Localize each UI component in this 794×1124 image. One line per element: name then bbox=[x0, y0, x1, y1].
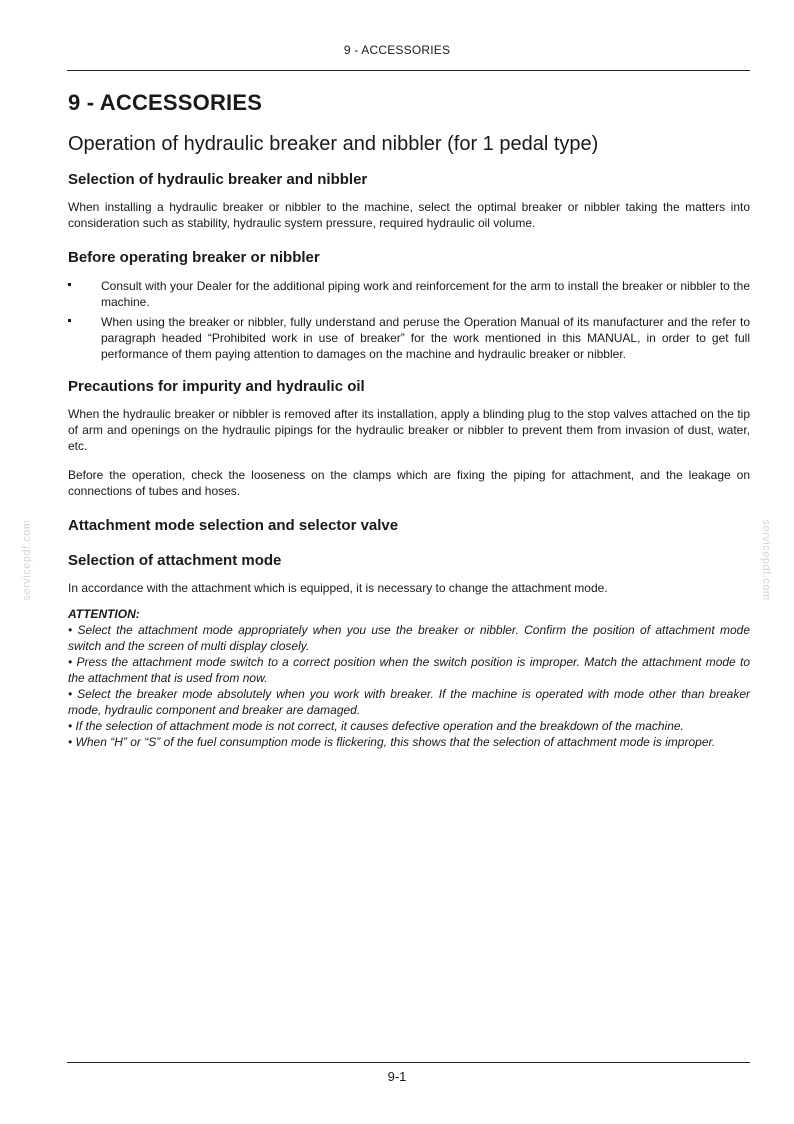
page-title: 9 - ACCESSORIES bbox=[68, 90, 263, 115]
list-item bbox=[68, 278, 750, 310]
bullet-icon bbox=[68, 319, 71, 322]
section-heading-attachment-mode: Attachment mode selection and selector valve bbox=[68, 517, 399, 534]
list-item-text: When using the breaker or nibbler, fully understand and peruse the Operation Manual of its manufacturer and the refer to paragraph headed “Prohibited work in use of breaker” for the work mentioned in this MANUAL, in order to get full performance of them paying attention to damages on the machine and hydraulic breaker or nibbler. bbox=[101, 315, 750, 361]
watermark-right: servicepdf.com bbox=[760, 519, 772, 601]
attention-item: • Select the breaker mode absolutely when you work with breaker. If the machine is operated with mode other than breaker mode, hydraulic component and breaker are damaged. bbox=[68, 687, 750, 717]
footer-divider bbox=[67, 1062, 750, 1063]
section-paragraph: In accordance with the attachment which is equipped, it is necessary to change the attachment mode. bbox=[68, 581, 608, 595]
attention-item: • If the selection of attachment mode is not correct, it causes defective operation and the breakdown of the machine. bbox=[68, 719, 684, 733]
page-subtitle: Operation of hydraulic breaker and nibbler (for 1 pedal type) bbox=[68, 133, 599, 155]
header-divider bbox=[67, 70, 750, 71]
running-header: 9 - ACCESSORIES bbox=[343, 43, 451, 57]
section-heading-before-operating: Before operating breaker or nibbler bbox=[68, 249, 320, 266]
section-paragraph: Before the operation, check the looseness on the clamps which are fixing the piping for attachment, and the leakage on connections of tubes and hoses. bbox=[68, 468, 750, 498]
list-item-text: Consult with your Dealer for the additional piping work and reinforcement for the arm to install the breaker or nibbler to the machine. bbox=[101, 279, 750, 309]
bullet-icon bbox=[68, 283, 71, 286]
attention-item: • Press the attachment mode switch to a correct position when the switch position is improper. Match the attachment mode to the attachment that is used from now. bbox=[68, 655, 750, 685]
section-heading-precautions: Precautions for impurity and hydraulic oil bbox=[68, 378, 365, 395]
list-item bbox=[68, 314, 750, 362]
section-heading-selection: Selection of hydraulic breaker and nibbler bbox=[68, 171, 368, 188]
page-content bbox=[68, 88, 750, 750]
bullet-list bbox=[68, 278, 750, 362]
section-paragraph: When installing a hydraulic breaker or nibbler to the machine, select the optimal breaker or nibbler taking the matters into consideration such as stability, hydraulic system pressure, required hydraulic oil volume. bbox=[68, 200, 750, 230]
attention-item: • Select the attachment mode appropriately when you use the breaker or nibbler. Confirm the position of attachment mode switch and the screen of multi display closely. bbox=[68, 623, 750, 653]
attention-title: ATTENTION: bbox=[68, 607, 140, 621]
watermark-left: servicepdf.com bbox=[21, 519, 33, 601]
attention-item: • When “H” or “S” of the fuel consumption mode is flickering, this shows that the selection of attachment mode is improper. bbox=[68, 735, 716, 749]
section-heading-selection-attachment-mode: Selection of attachment mode bbox=[68, 552, 282, 569]
section-paragraph: When the hydraulic breaker or nibbler is removed after its installation, apply a blinding plug to the stop valves attached on the tip of arm and openings on the hydraulic pipings for the hydraulic breaker or nibbler to prevent them from invasion of dust, water, etc. bbox=[68, 407, 750, 453]
page-number: 9-1 bbox=[387, 1069, 407, 1084]
